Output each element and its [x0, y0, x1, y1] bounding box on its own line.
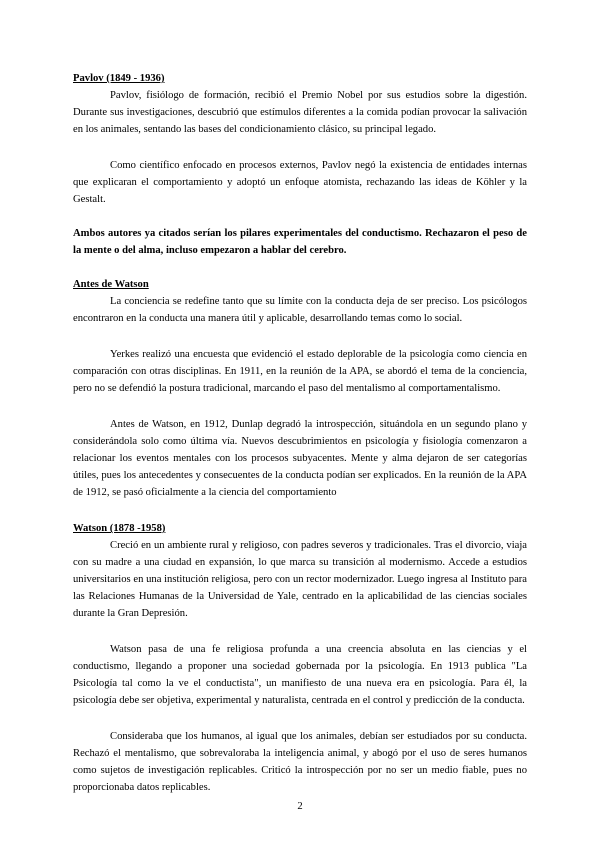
- paragraph: Consideraba que los humanos, al igual que los animales, debían ser estudiados por su conducta. Rechazó el mentalismo, que sobrevaloraba la inteligencia animal, y abogó por el uso de seres humanos como sujetos de investigación replicables. Criticó la introspección por no ser un medio fiable, pues no proporcionaba datos replicables.: [73, 731, 527, 793]
- paragraph: Creció en un ambiente rural y religioso, con padres severos y tradicionales. Tras el divorcio, viaja con su madre a una ciudad en expansión, lo que marca su transición al modernismo. Accede a estudios universitarios en una institución religiosa, pero con un rector modernizador. Luego ingresa al Instituto para las Relaciones Humanas de la Universidad de Yale, centrado en la aplicabilidad de las ciencias sociales durante la Gran Depresión.: [73, 540, 527, 619]
- paragraph: Yerkes realizó una encuesta que evidenció el estado deplorable de la psicología como ciencia en comparación con otras disciplinas. En 1911, en la reunión de la APA, se abordó el tema de la conciencia, pero no se defendió la postura tradicional, marcando el paso del mentalismo al comportamentalismo.: [73, 349, 527, 394]
- section-heading-watson: Watson (1878 -1958): [73, 523, 166, 534]
- section-heading-pavlov: Pavlov (1849 - 1936): [73, 73, 165, 84]
- section-heading-antes-de-watson: Antes de Watson: [73, 279, 149, 290]
- paragraph: La conciencia se redefine tanto que su límite con la conducta deja de ser preciso. Los psicólogos encontraron en la conducta una manera útil y aplicable, desarrollando temas como lo social.: [73, 296, 527, 324]
- paragraph: Como científico enfocado en procesos externos, Pavlov negó la existencia de entidades internas que explicaran el comportamiento y adoptó un enfoque atomista, rechazando las ideas de Köhler y la Gestalt.: [73, 160, 527, 205]
- paragraph: Watson pasa de una fe religiosa profunda a una creencia absoluta en las ciencias y el conductismo, llegando a proponer una sociedad gobernada por la psicología. En 1913 publica "La Psicología tal como la ve el conductista", un manifiesto de una nueva era en psicología. Para él, la psicología debe ser objetiva, experimental y naturalista, centrada en el control y predicción de la conducta.: [73, 644, 527, 706]
- bold-note: Ambos autores ya citados serían los pilares experimentales del conductismo. Rechazaron el peso de la mente o del alma, incluso empezaron a hablar del cerebro.: [73, 228, 527, 256]
- paragraph: Antes de Watson, en 1912, Dunlap degradó la introspección, situándola en un segundo plano y considerándola solo como última vía. Nuevos descubrimientos en psicología y fisiología comenzaron a relacionar los eventos mentales con los procesos subyacentes. Mente y alma dejaron de ser categorías útiles, pues los antecedentes y consecuentes de la conducta podían ser explicados. En la reunión de la APA de 1912, se pasó oficialmente a la ciencia del comportamiento: [73, 419, 527, 498]
- page-number: 2: [297, 801, 303, 812]
- page-content: [73, 70, 527, 796]
- paragraph: Pavlov, fisiólogo de formación, recibió el Premio Nobel por sus estudios sobre la digestión. Durante sus investigaciones, descubrió que estímulos diferentes a la comida podían provocar la salivación en los animales, sentando las bases del condicionamiento clásico, su principal legado.: [73, 90, 527, 135]
